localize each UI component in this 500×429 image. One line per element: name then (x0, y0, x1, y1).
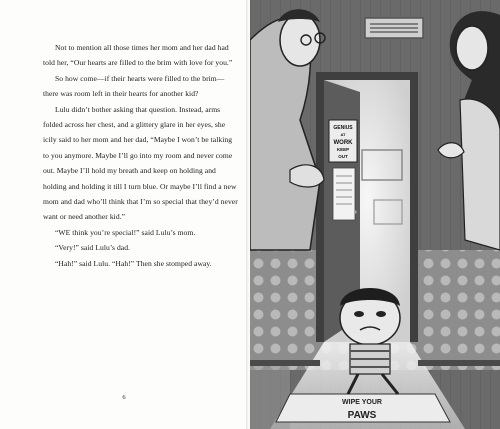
doormat-text: WIPE YOUR (342, 399, 382, 406)
sign-word: GENIUS (333, 125, 353, 131)
door-note (333, 168, 355, 220)
door-sign (329, 120, 357, 162)
paragraph: So how come—if their hearts were filled to the brim—there was room left in their hearts for another kid? (43, 73, 225, 99)
text-page (0, 0, 248, 429)
sign-word: AT (340, 132, 346, 137)
paragraph: “Very!” said Lulu’s dad. (55, 243, 131, 253)
paragraph: “WE think you’re special!” said Lulu’s mom. (55, 227, 196, 237)
illustration (250, 0, 500, 429)
sign-word: OUT (338, 154, 348, 159)
paragraph: “Hah!” said Lulu. “Hah!” Then she stomped away. (55, 258, 212, 268)
sign-word: WORK (333, 140, 353, 146)
sign-word: KEEP (336, 147, 350, 152)
vent-icon (365, 18, 423, 38)
doormat-text: PAWS (347, 410, 377, 421)
page-number: 6 (122, 394, 126, 401)
story-text (43, 40, 239, 271)
doormat (276, 394, 450, 422)
paragraph: Lulu didn’t bother asking that question. Instead, arms folded across her chest, and a glittery glare in her eyes, she icily said to her mom and her dad, “Maybe I won’t be talking to you anymore. Maybe I’ll go into my room and never come out. Maybe I’ll hold my breath and keep on holding and holding and holding it till I turn blue. Or maybe I’ll find a new mom and dad who’ll think that I’m so special that they’d never want or need another kid.” (43, 104, 238, 222)
paragraph: Not to mention all those times her mom and her dad had told her, “Our hearts are filled to the brim with love for you.” (43, 43, 233, 68)
